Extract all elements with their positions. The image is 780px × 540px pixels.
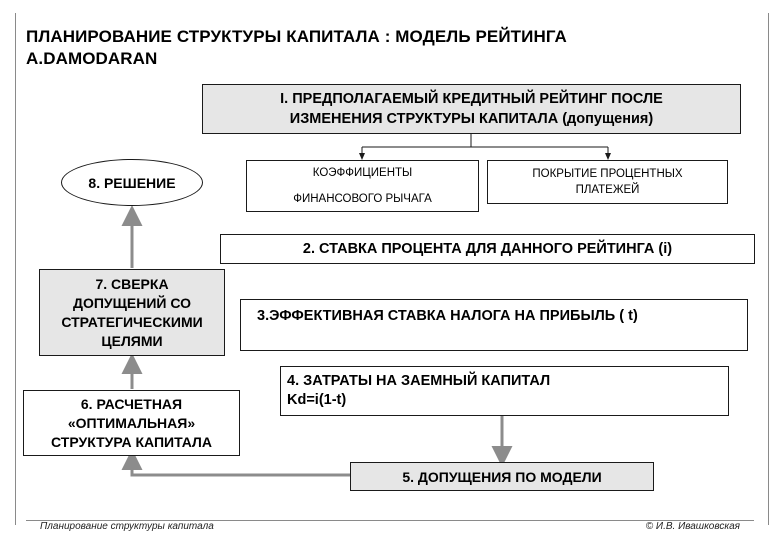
node-step6-optimal-structure (23, 390, 240, 456)
node-interest-coverage (487, 160, 728, 204)
step7-line-4: ЦЕЛЯМИ (101, 332, 163, 349)
branch-connector (362, 134, 608, 157)
node-step8-decision (61, 159, 203, 206)
leverage-line-1: КОЭФФИЦИЕНТЫ (312, 167, 413, 179)
step7-line-1: 7. СВЕРКА (95, 275, 169, 292)
step3-label: 3.ЭФФЕКТИВНАЯ СТАВКА НАЛОГА НА ПРИБЫЛЬ ( t) (257, 308, 638, 324)
title-line-1: ПЛАНИРОВАНИЕ СТРУКТУРЫ КАПИТАЛА : МОДЕЛЬ РЕЙТИНГА (26, 27, 567, 46)
node-leverage-ratios (246, 160, 479, 212)
step2-label: 2. СТАВКА ПРОЦЕНТА ДЛЯ ДАННОГО РЕЙТИНГА (i) (302, 241, 673, 257)
title-line-2: A.DAMODARAN (26, 49, 158, 68)
node-step4-cost-of-debt (280, 366, 729, 416)
step6-line-3: СТРУКТУРА КАПИТАЛА (51, 433, 212, 450)
footer-course-title: Планирование структуры капитала (40, 521, 214, 532)
step5-label: 5. ДОПУЩЕНИЯ ПО МОДЕЛИ (402, 468, 602, 485)
step1-line-1: I. ПРЕДПОЛАГАЕМЫЙ КРЕДИТНЫЙ РЕЙТИНГ ПОСЛЕ (280, 91, 663, 107)
node-step1-credit-rating (202, 84, 741, 134)
step8-label: 8. РЕШЕНИЕ (88, 174, 176, 191)
coverage-line-2: ПЛАТЕЖЕЙ (575, 184, 640, 196)
coverage-line-1: ПОКРЫТИЕ ПРОЦЕНТНЫХ (532, 168, 683, 180)
step1-line-2: ИЗМЕНЕНИЯ СТРУКТУРЫ КАПИТАЛА (допущения) (289, 111, 654, 127)
step4-line-1: 4. ЗАТРАТЫ НА ЗАЕМНЫЙ КАПИТАЛ (287, 373, 551, 389)
node-step3-tax-rate (240, 299, 748, 351)
step6-line-1: 6. РАСЧЕТНАЯ (80, 395, 183, 412)
step4-line-2: Kd=i(1-t) (287, 392, 347, 408)
node-step5-model-assumptions (350, 462, 654, 491)
node-step7-reconcile (39, 269, 225, 356)
footer-author: © И.В. Ивашковская (645, 521, 740, 532)
arrow-5-to-6 (132, 458, 350, 475)
step7-line-3: СТРАТЕГИЧЕСКИМИ (61, 313, 203, 330)
step6-line-2: «ОПТИМАЛЬНАЯ» (67, 414, 196, 431)
leverage-line-2: ФИНАНСОВОГО РЫЧАГА (293, 193, 432, 205)
node-step2-interest-rate (220, 234, 755, 264)
step7-line-2: ДОПУЩЕНИЙ СО (72, 294, 191, 311)
